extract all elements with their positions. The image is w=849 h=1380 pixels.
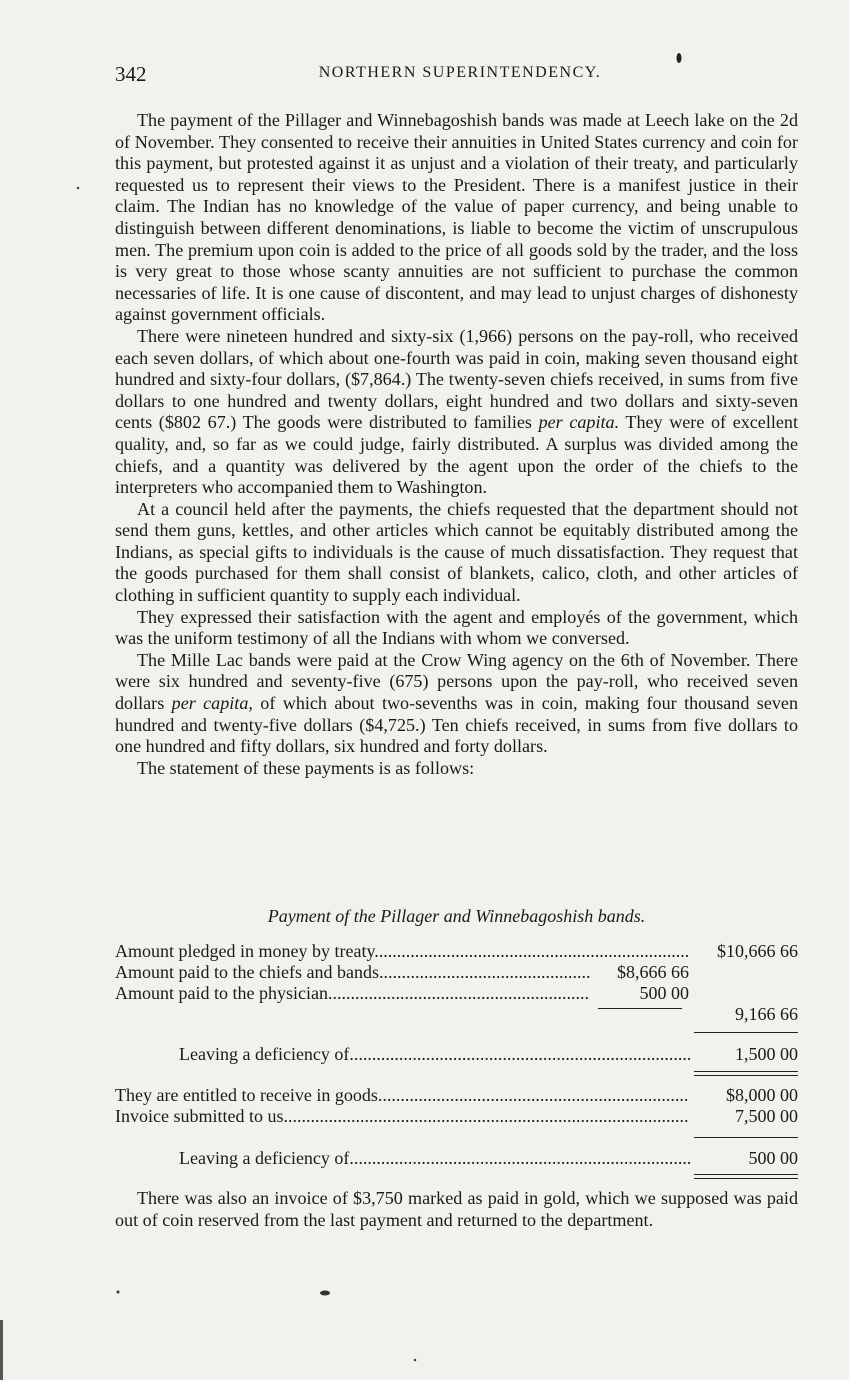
ledger-amount: 9,166 66 <box>735 1004 798 1024</box>
ledger-label: Invoice submitted to us.......................................................................................... <box>115 1106 689 1126</box>
ledger-amount: 1,500 00 <box>735 1044 798 1064</box>
page-number: 342 <box>115 62 147 86</box>
paragraph: The payment of the Pillager and Winnebagoshish bands was made at Leech lake on the 2d of November. They consented to receive their annuities in United States currency and coin for this payment, but protested against it as unjust and a violation of their treaty, and particularly requested us to represent their views to the President. There is a manifest justice in their claim. The Indian has no knowledge of the value of paper currency, and being unable to distinguish between different denominations, is liable to become the victim of unscrupulous men. The premium upon coin is added to the price of all goods sold by the trader, and the loss is very great to those whose scanty annuities are not sufficient to purchase the common necessaries of life. It is one cause of discontent, and may lead to unjust charges of dishonesty against government officials. <box>115 110 798 325</box>
paragraph: The statement of these payments is as follows: <box>137 757 475 778</box>
ledger-label: Leaving a deficiency of............................................................................ <box>179 1148 691 1168</box>
ledger-label: Amount paid to the chiefs and bands............................................... <box>115 962 591 982</box>
ledger-amount: 7,500 00 <box>735 1106 798 1126</box>
ledger-subamount: $8,666 66 <box>617 962 689 982</box>
ledger-amount: 500 00 <box>748 1148 798 1168</box>
ink-speck <box>320 1291 330 1296</box>
running-head: NORTHERN SUPERINTENDENCY. <box>318 64 602 81</box>
ledger-label: They are entitled to receive in goods..................................................................... <box>115 1085 689 1105</box>
ledger-label: Amount paid to the physician.......................................................... <box>115 983 589 1003</box>
page-edge-shadow <box>0 1320 3 1380</box>
ink-speck <box>414 1359 417 1362</box>
ink-speck <box>117 1291 120 1294</box>
ink-speck <box>77 187 80 190</box>
paragraph: The Mille Lac bands were paid at the Crow Wing agency on the 6th of November. There were six hundred and seventy-five (675) persons upon the pay-roll, who received seven dollars per capita, of which about two-sevenths was in coin, making four thousand seven hundred and twenty-five dollars ($4,725.) Ten chiefs received, in sums from five dollars to one hundred and fifty dollars, six hundred and forty dollars. <box>115 649 798 757</box>
paragraph: There were nineteen hundred and sixty-six (1,966) persons on the pay-roll, who received each seven dollars, of which about one-fourth was paid in coin, making seven thousand eight hundred and sixty-four dollars, ($7,864.) The twenty-seven chiefs received, in sums from five dollars to one hundred and twenty dollars, eight hundred and two dollars and sixty-seven cents ($802 67.) The goods were distributed to families per capita. They were of excellent quality, and, so far as we could judge, fairly distributed. A surplus was divided among the chiefs, and a quantity was delivered by the agent upon the order of the chiefs to the interpreters who accompanied them to Washington. <box>115 325 798 498</box>
ledger-label: Leaving a deficiency of............................................................................ <box>179 1044 691 1064</box>
table-title: Payment of the Pillager and Winnebagoshish bands. <box>267 906 646 926</box>
paragraph: They expressed their satisfaction with the agent and employés of the government, which was the uniform testimony of all the Indians with whom we conversed. <box>115 606 798 649</box>
paragraph: There was also an invoice of $3,750 marked as paid in gold, which we supposed was paid out of coin reserved from the last payment and returned to the department. <box>115 1188 798 1230</box>
ledger-label: Amount pledged in money by treaty...................................................................... <box>115 941 690 961</box>
paragraph: At a council held after the payments, the chiefs requested that the department should not send them guns, kettles, and other articles which cannot be equitably distributed among the Indians, as special gifts to individuals is the cause of much dissatisfaction. They request that the goods purchased for them shall consist of blankets, calico, cloth, and other articles of clothing in sufficient quantity to supply each individual. <box>115 498 798 606</box>
ink-speck <box>677 53 682 63</box>
ledger-amount: $10,666 66 <box>717 941 798 961</box>
ledger-subamount: 500 00 <box>639 983 689 1003</box>
ledger-amount: $8,000 00 <box>726 1085 798 1105</box>
